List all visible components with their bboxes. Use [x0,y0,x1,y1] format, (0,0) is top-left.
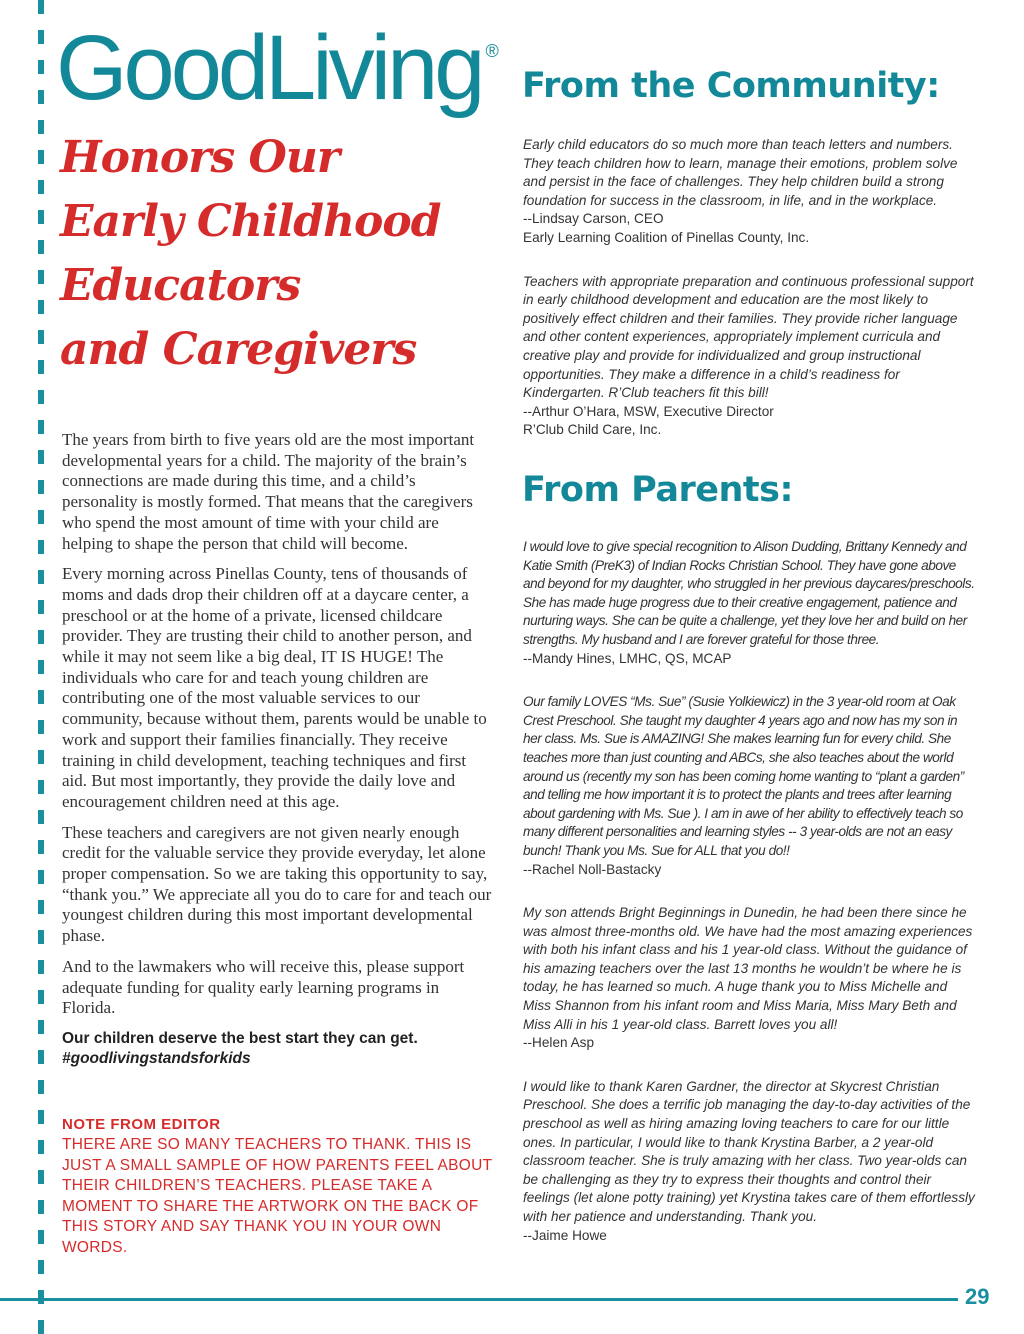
parent-quote [523,1078,978,1245]
quote-attribution: --Mandy Hines, LMHC, QS, MCAP [523,650,732,666]
community-quote [523,273,978,440]
body-paragraph: These teachers and caregivers are not given nearly enough credit for the valuable service they provide everyday, let alone proper compensation. So we are taking this opportunity to say, “thank you.” We appreciate all you do to care for and teach our youngest children during this most important developmental phase. [62,822,492,946]
parent-quote [523,693,978,879]
body-paragraph: And to the lawmakers who will receive this, please support adequate funding for quality early learning programs in Florida. [62,956,465,1018]
community-section-title: From the Community: [522,66,940,106]
quote-text: Teachers with appropriate preparation and continuous professional support in early childhood development and education are the most likely to positively effect children and their families. They provide richer language and other content experiences, appropriately implement curricula and creative play and provide for individualized and group instructional opportunities. They make a difference in a child’s readiness for Kindergarten. R’Club teachers fit this bill! [523,273,974,401]
editor-note [62,1116,502,1258]
registered-mark: ® [485,41,499,61]
quote-text: Early child educators do so much more than teach letters and numbers. They teach children how to learn, manage their emotions, problem solve and persist in the face of challenges. They help children build a strong foundation for success in the classroom, in life, and in the workplace. [523,137,958,208]
quote-attribution: --Jaime Howe [523,1227,607,1243]
article-body [62,430,492,1069]
page-number: 29 [965,1284,990,1309]
quote-attribution: --Arthur O’Hara, MSW, Executive Director [523,403,774,419]
headline-line-1: Honors Our [60,132,340,183]
quote-text: My son attends Bright Beginnings in Dunedin, he had been there since he was almost three-months old. We have had the most amazing experiences with both his infant class and his 1 year-old class. Without the guidance of his amazing teachers over the last 13 months he wouldn’t be where he is today, he has learned so much. A huge thank you to Miss Michelle and Miss Shannon from his infant room and Miss Maria, Miss Mary Beth and Miss Alli in his 1 year-old class. Barrett loves you all! [523,905,973,1032]
quote-organization: R’Club Child Care, Inc. [523,422,662,438]
parent-quotes [523,538,978,1270]
editor-note-body: THERE ARE SO MANY TEACHERS TO THANK. THIS IS JUST A SMALL SAMPLE OF HOW PARENTS FEEL ABOUT THEIR CHILDREN’S TEACHERS. PLEASE TAKE A MOMENT TO SHARE THE ARTWORK ON THE BACK OF THIS STORY AND SAY THANK YOU IN YOUR OWN WORDS. [62,1136,493,1256]
headline [60,126,500,382]
quote-attribution: --Lindsay Carson, CEO [523,211,664,227]
quote-attribution: --Helen Asp [523,1035,595,1051]
quote-organization: Early Learning Coalition of Pinellas County, Inc. [523,229,810,245]
headline-line-3: Educators [60,260,301,311]
body-paragraph: The years from birth to five years old are the most important developmental years for a child. The majority of the brain’s connections are made during this time, and a child’s personality is mostly formed. That means that the caregivers who spend the most amount of time with your child are helping to shape the person that child will become. [62,430,475,553]
quote-text: I would love to give special recognition to Alison Dudding, Brittany Kennedy and Katie Smith (PreK3) of Indian Rocks Christian School. They have gone above and beyond for my daughter, who struggled in her previous daycares/preschools. She has made huge progress due to their creative engagement, patience and nurturing ways. She can be quite a challenge, yet they love her and build on her strengths. My husband and I are forever grateful for those three. [523,539,975,647]
community-quote [523,136,978,248]
editor-note-title: NOTE FROM EDITOR [62,1116,221,1133]
closing-statement [62,1029,492,1069]
parent-quote [523,904,978,1053]
headline-line-2: Early Childhood [60,196,441,247]
closing-line: Our children deserve the best start they can get. [62,1029,418,1047]
footer-rule [0,1298,958,1301]
body-paragraph: Every morning across Pinellas County, tens of thousands of moms and dads drop their children off at a daycare center, a preschool or at the home of a private, licensed childcare provider. They are trusting their child to another person, and while it may not seem like a big deal, IT IS HUGE! The individuals who care for and teach young children are contributing one of the most valuable services to our community, because without them, parents would be unable to work and support their families financially. They receive training in child development, teaching techniques and first aid. But most importantly, they provide the daily love and encouragement children need at this age. [62,564,487,811]
parent-quote [523,538,978,668]
quote-text: Our family LOVES “Ms. Sue” (Susie Yolkiewicz) in the 3 year-old room at Oak Crest Preschool. She taught my daughter 4 years ago and now has my son in her class. Ms. Sue is AMAZING! She makes learning fun for every child. She teaches more than just counting and ABCs, she also teaches about the world around us (recently my son has been coming home wanting to “plant a garden” and telling me how important it is to protect the plants and trees after learning about gardening with Ms. Sue ). I am in awe of her ability to effectively teach so many different personalities and learning styles -- 3 year-olds are not an easy bunch! Thank you Ms. Sue for ALL that you do!! [523,694,964,858]
goodliving-logo: GoodLiving ® [56,17,499,119]
dashed-margin-line [38,0,44,1334]
community-quotes [523,136,978,465]
quote-attribution: --Rachel Noll-Bastacky [523,861,662,877]
parents-section-title: From Parents: [522,470,793,510]
headline-line-4: and Caregivers [60,324,417,375]
quote-text: I would like to thank Karen Gardner, the director at Skycrest Christian Preschool. She does a terrific job managing the day-to-day activities of the preschool as well as hiring amazing loving teachers to care for our little ones. In particular, I would like to thank Krystina Barber, a 2 year-old classroom teacher. She is truly amazing with her class. Two year-olds can be challenging as they try to express their thoughts and control their feelings (let alone potty training) yet Krystina takes care of them effortlessly with her patience and understanding. Thank you. [523,1078,975,1224]
hashtag-link[interactable]: #goodlivingstandsforkids [62,1049,251,1067]
